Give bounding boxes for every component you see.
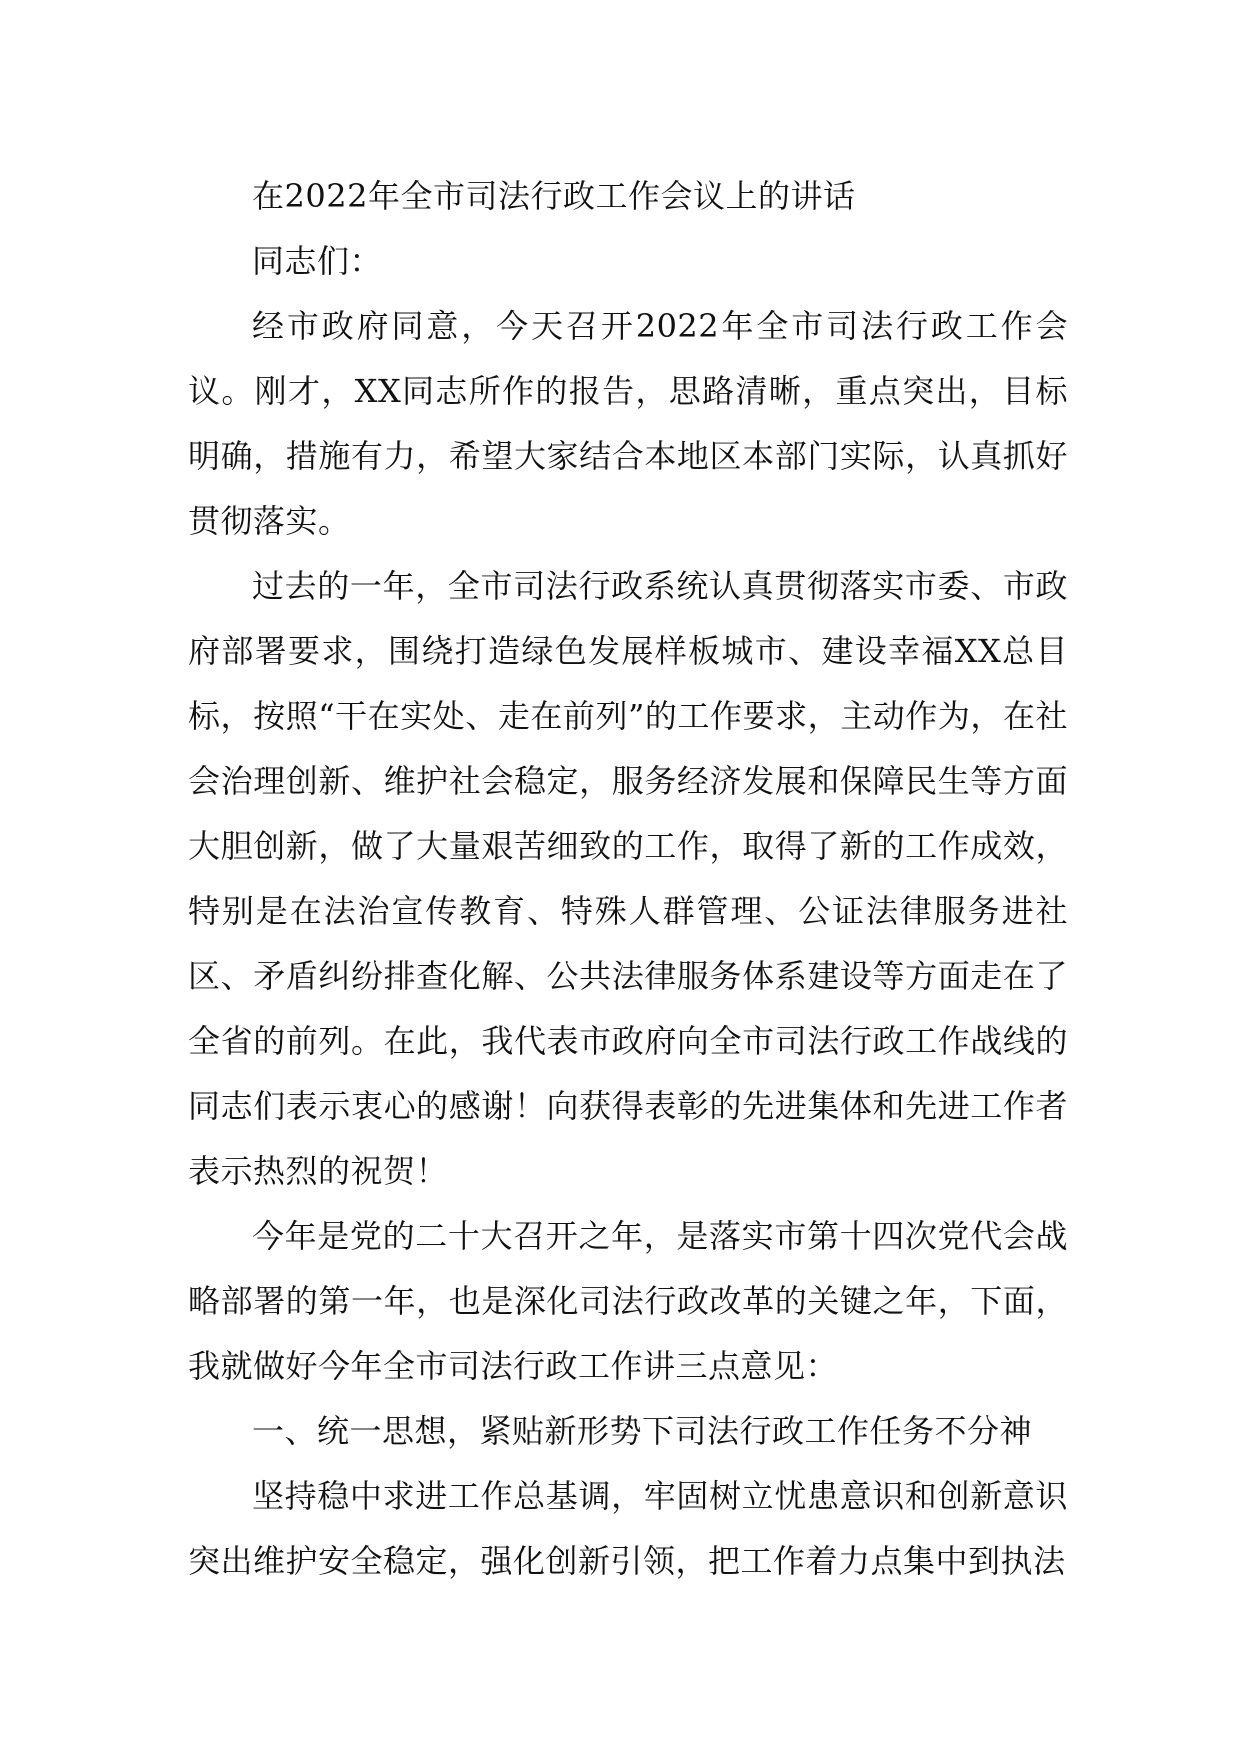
paragraph-opening: 经市政府同意，今天召开2022年全市司法行政工作会议。刚才，XX同志所作的报告，思路清晰，重点突出，目标明确，措施有力，希望大家结合本地区本部门实际，认真抓好贯彻落实。 [188, 307, 1068, 540]
paragraph-section-one: 坚持稳中求进工作总基调，牢固树立忧患意识和创新意识突出维护安全稳定，强化创新引领，把工作着力点集中到执法 [188, 1477, 1068, 1580]
section-heading: 一、统一思想，紧贴新形势下司法行政工作任务不分神 [252, 1412, 1033, 1450]
salutation: 同志们： [252, 242, 383, 280]
document-body [188, 164, 1068, 1594]
paragraph-review: 过去的一年，全市司法行政系统认真贯彻落实市委、市政府部署要求，围绕打造绿色发展样板城市、建设幸福XX总目标，按照“干在实处、走在前列”的工作要求，主动作为，在社会治理创新、维护社会稳定，服务经济发展和保障民生等方面大胆创新，做了大量艰苦细致的工作，取得了新的工作成效，特别是在法治宣传教育、特殊人群管理、公证法律服务进社区、矛盾纠纷排查化解、公共法律服务体系建设等方面走在了全省的前列。在此，我代表市政府向全市司法行政工作战线的同志们表示衷心的感谢！向获得表彰的先进集体和先进工作者表示热烈的祝贺！ [188, 567, 1068, 1190]
paragraph-transition: 今年是党的二十大召开之年，是落实市第十四次党代会战略部署的第一年，也是深化司法行政改革的关键之年，下面，我就做好今年全市司法行政工作讲三点意见： [188, 1217, 1068, 1385]
document-title: 在2022年全市司法行政工作会议上的讲话 [252, 177, 856, 215]
